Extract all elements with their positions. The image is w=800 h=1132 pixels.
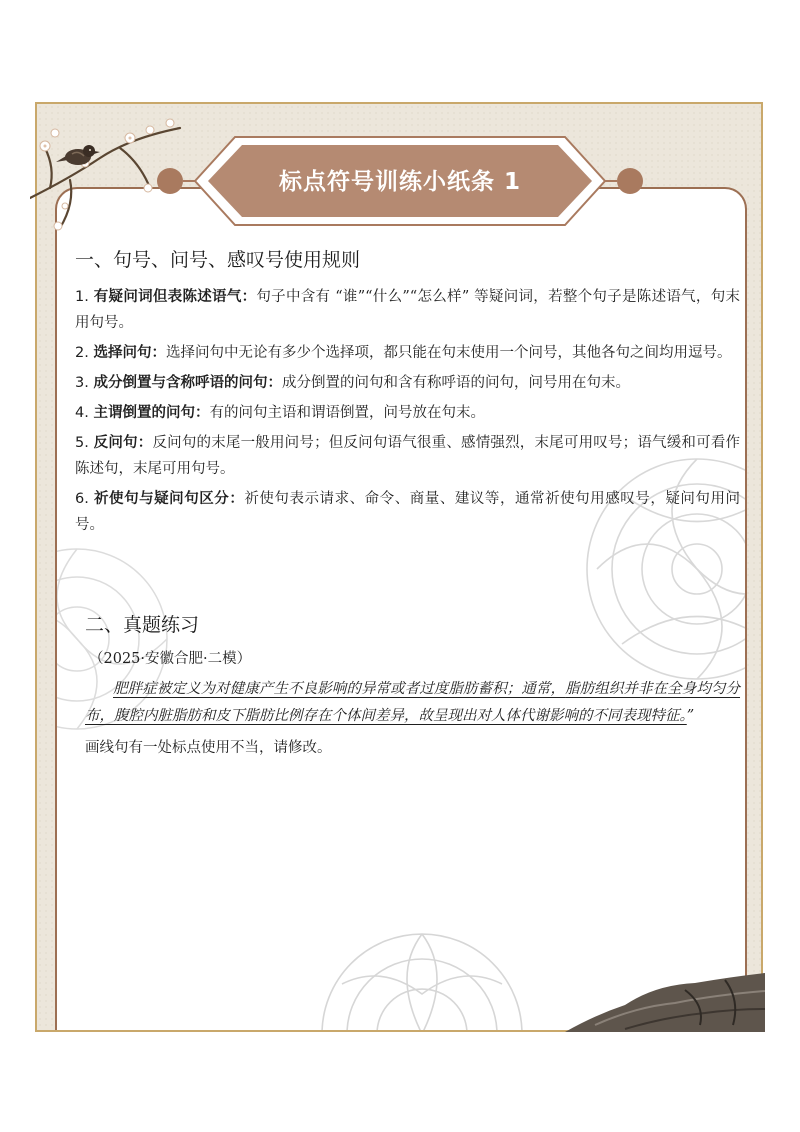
rule-number: 6.: [75, 491, 89, 507]
rule-number: 3.: [75, 375, 89, 391]
exam-passage: [85, 676, 740, 730]
rule-title: 祈使句与疑问句区分：: [94, 491, 245, 507]
rule-4: [75, 400, 740, 426]
rule-1: [75, 284, 740, 336]
rule-number: 4.: [75, 405, 89, 421]
rule-number: 5.: [75, 435, 89, 451]
main-content: [75, 245, 740, 757]
rule-number: 1.: [75, 289, 89, 305]
rule-title: 有疑问词但表陈述语气：: [93, 289, 257, 305]
lace-pattern-bottom: [312, 854, 532, 1030]
passage-closing-quote: ”: [686, 708, 695, 724]
rule-text: 祈使句表示请求、命令、商量、建议等，通常祈使句用感叹号，疑问句用问号。: [75, 491, 741, 533]
rule-text: 反问句的末尾一般用问号；但反问句语气很重、感情强烈，末尾可用叹号；语气缓和可看作陈述句，末尾可用句号。: [75, 435, 741, 477]
rule-text: 成分倒置的问句和含有称呼语的问句，问号用在句末。: [281, 375, 630, 391]
underlined-sentence: 脂肪组织并非在全身均匀分布，腹腔内脏脂肪和皮下脂肪比例存在个体间差异，故呈现出对人体代谢影响的不同表现特征。: [85, 681, 741, 724]
exam-source: （2025·安徽合肥·二模）: [89, 651, 252, 667]
rule-2: [75, 340, 740, 366]
exam-instruction: 画线句有一处标点使用不当，请修改。: [85, 740, 332, 756]
rule-title: 主谓倒置的问句：: [93, 405, 210, 421]
rule-5: [75, 430, 740, 482]
passage-intro: 肥胖症被定义为对健康产生不良影响的异常或者过度脂肪蓄积；通常，: [113, 681, 566, 697]
section1-heading: 一、句号、问号、感叹号使用规则: [75, 249, 361, 271]
section2-heading: 二、真题练习: [85, 614, 200, 636]
rock-landscape-icon: [565, 965, 765, 1032]
rule-text: 句子中含有 “谁”“什么”“怎么样” 等疑问词，若整个句子是陈述语气，句末用句号。: [75, 289, 741, 331]
rule-title: 选择问句：: [93, 345, 166, 361]
rule-title: 成分倒置与含称呼语的问句：: [93, 375, 282, 391]
rule-6: [75, 486, 740, 538]
rule-number: 2.: [75, 345, 89, 361]
rule-text: 有的问句主语和谓语倒置，问号放在句末。: [209, 405, 485, 421]
rule-3: [75, 370, 740, 396]
rule-title: 反问句：: [93, 435, 153, 451]
rule-text: 选择问句中无论有多少个选择项，都只能在句末使用一个问号，其他各句之间均用逗号。: [165, 345, 732, 361]
bird-icon: [56, 140, 100, 172]
page-title: 标点符号训练小纸条 1: [278, 168, 521, 195]
